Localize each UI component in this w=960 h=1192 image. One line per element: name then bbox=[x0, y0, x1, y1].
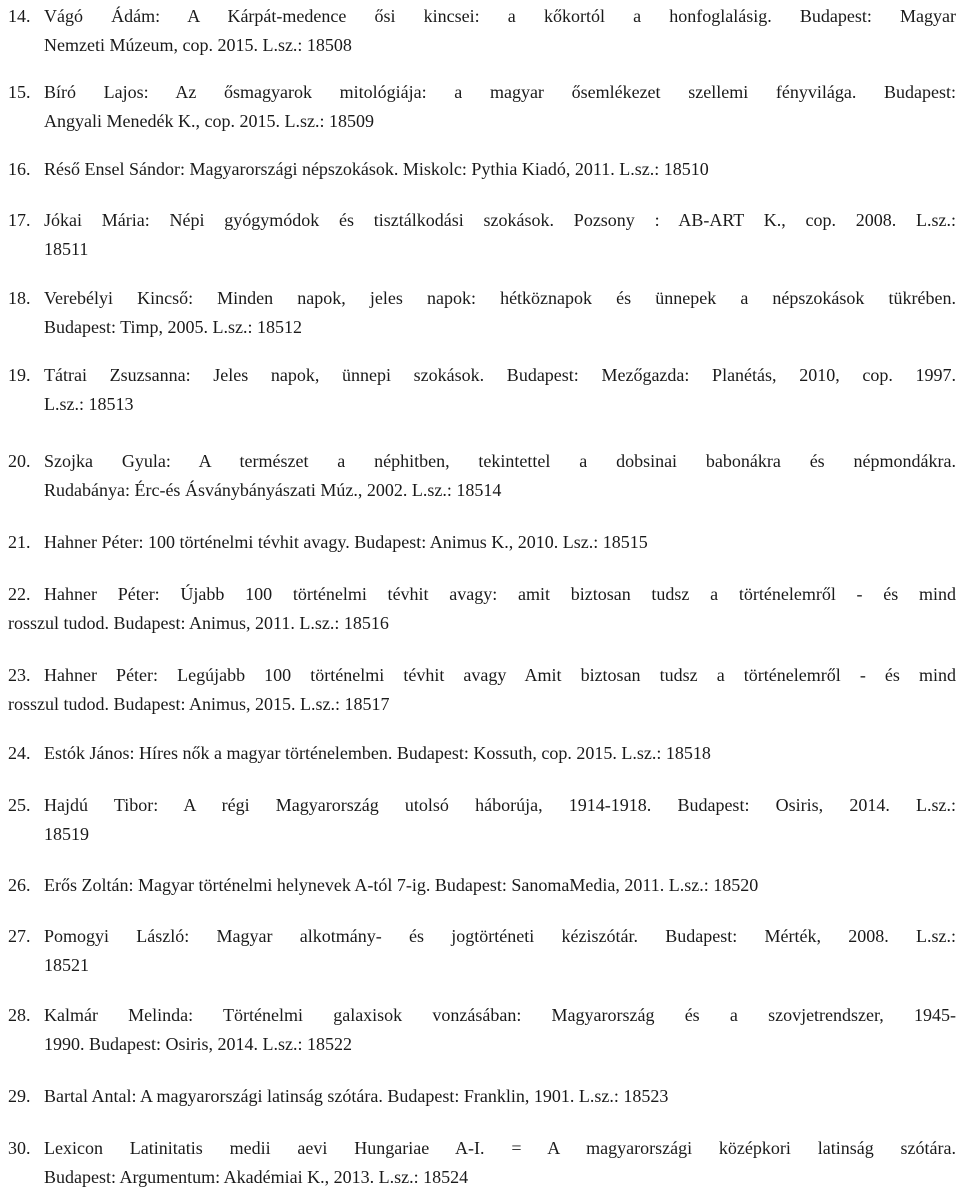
entry-text-line: Hahner Péter: Legújabb 100 történelmi tévhit avagy Amit biztosan tudsz a történelemről - és mind bbox=[44, 665, 956, 685]
entry-text-line: Bartal Antal: A magyarországi latinság szótára. Budapest: Franklin, 1901. L.sz.: 18523 bbox=[44, 1086, 669, 1106]
entry-text-line: Erős Zoltán: Magyar történelmi helynevek A-tól 7-ig. Budapest: SanomaMedia, 2011. L.sz.: 18520 bbox=[44, 875, 759, 895]
entry-text-line: Angyali Menedék K., cop. 2015. L.sz.: 18509 bbox=[44, 111, 374, 131]
entry-number: 23. bbox=[8, 665, 31, 685]
entry-text-line: Réső Ensel Sándor: Magyarországi népszokások. Miskolc: Pythia Kiadó, 2011. L.sz.: 18510 bbox=[44, 159, 709, 179]
entry-text-line: Hajdú Tibor: A régi Magyarország utolsó háborúja, 1914-1918. Budapest: Osiris, 2014. L.sz.: bbox=[44, 795, 956, 815]
entry-number: 25. bbox=[8, 795, 31, 815]
entry-text-line: rosszul tudod. Budapest: Animus, 2015. L.sz.: 18517 bbox=[8, 694, 390, 714]
entry-text-line: Tátrai Zsuzsanna: Jeles napok, ünnepi szokások. Budapest: Mezőgazda: Planétás, 2010, cop. 1997. bbox=[44, 365, 956, 385]
entry-number: 24. bbox=[8, 743, 31, 763]
entry-text-line: Verebélyi Kincső: Minden napok, jeles napok: hétköznapok és ünnepek a népszokások tükrében. bbox=[44, 288, 956, 308]
entry-text-line: rosszul tudod. Budapest: Animus, 2011. L.sz.: 18516 bbox=[8, 613, 389, 633]
entry-number: 19. bbox=[8, 365, 31, 385]
entry-text-line: L.sz.: 18513 bbox=[44, 394, 134, 414]
entry-text-line: Budapest: Timp, 2005. L.sz.: 18512 bbox=[44, 317, 303, 337]
entry-text-line: Pomogyi László: Magyar alkotmány- és jogtörténeti kéziszótár. Budapest: Mérték, 2008. L.sz.: bbox=[44, 926, 956, 946]
entry-number: 26. bbox=[8, 875, 31, 895]
entry-text-line: Hahner Péter: Újabb 100 történelmi tévhit avagy: amit biztosan tudsz a történelemről - és mind bbox=[44, 584, 956, 604]
entry-text-line: 18519 bbox=[44, 824, 89, 844]
entry-number: 17. bbox=[8, 210, 31, 230]
entry-text-line: 1990. Budapest: Osiris, 2014. L.sz.: 18522 bbox=[44, 1034, 352, 1054]
entry-text-line: Estók János: Híres nők a magyar történelemben. Budapest: Kossuth, cop. 2015. L.sz.: 18518 bbox=[44, 743, 711, 763]
entry-text-line: Bíró Lajos: Az ősmagyarok mitológiája: a magyar ősemlékezet szellemi fényvilága. Budapest: bbox=[44, 82, 956, 102]
entry-number: 15. bbox=[8, 82, 31, 102]
entry-number: 21. bbox=[8, 532, 31, 552]
entry-number: 16. bbox=[8, 159, 31, 179]
entry-text-line: Vágó Ádám: A Kárpát-medence ősi kincsei: a kőkortól a honfoglalásig. Budapest: Magyar bbox=[44, 6, 956, 26]
entry-text-line: Budapest: Argumentum: Akadémiai K., 2013. L.sz.: 18524 bbox=[44, 1167, 469, 1187]
entry-text-line: Jókai Mária: Népi gyógymódok és tisztálkodási szokások. Pozsony : AB-ART K., cop. 2008. L.sz.: bbox=[44, 210, 956, 230]
entry-number: 22. bbox=[8, 584, 31, 604]
entry-number: 20. bbox=[8, 451, 31, 471]
entry-number: 18. bbox=[8, 288, 31, 308]
entry-text-line: Szojka Gyula: A természet a néphitben, tekintettel a dobsinai babonákra és népmondákra. bbox=[44, 451, 956, 471]
entry-text-line: Hahner Péter: 100 történelmi tévhit avagy. Budapest: Animus K., 2010. Lsz.: 18515 bbox=[44, 532, 648, 552]
entry-number: 28. bbox=[8, 1005, 31, 1025]
entry-text-line: Nemzeti Múzeum, cop. 2015. L.sz.: 18508 bbox=[44, 35, 352, 55]
entry-number: 27. bbox=[8, 926, 31, 946]
entry-text-line: Rudabánya: Érc-és Ásványbányászati Múz., 2002. L.sz.: 18514 bbox=[44, 480, 502, 500]
entry-number: 14. bbox=[8, 6, 31, 26]
entry-text-line: 18511 bbox=[44, 239, 89, 259]
entry-text-line: 18521 bbox=[44, 955, 89, 975]
entry-text-line: Lexicon Latinitatis medii aevi Hungariae A-I. = A magyarországi középkori latinság szótára. bbox=[44, 1138, 956, 1158]
entry-number: 29. bbox=[8, 1086, 31, 1106]
entry-text-line: Kalmár Melinda: Történelmi galaxisok vonzásában: Magyarország és a szovjetrendszer, 1945- bbox=[44, 1005, 956, 1025]
entry-number: 30. bbox=[8, 1138, 31, 1158]
